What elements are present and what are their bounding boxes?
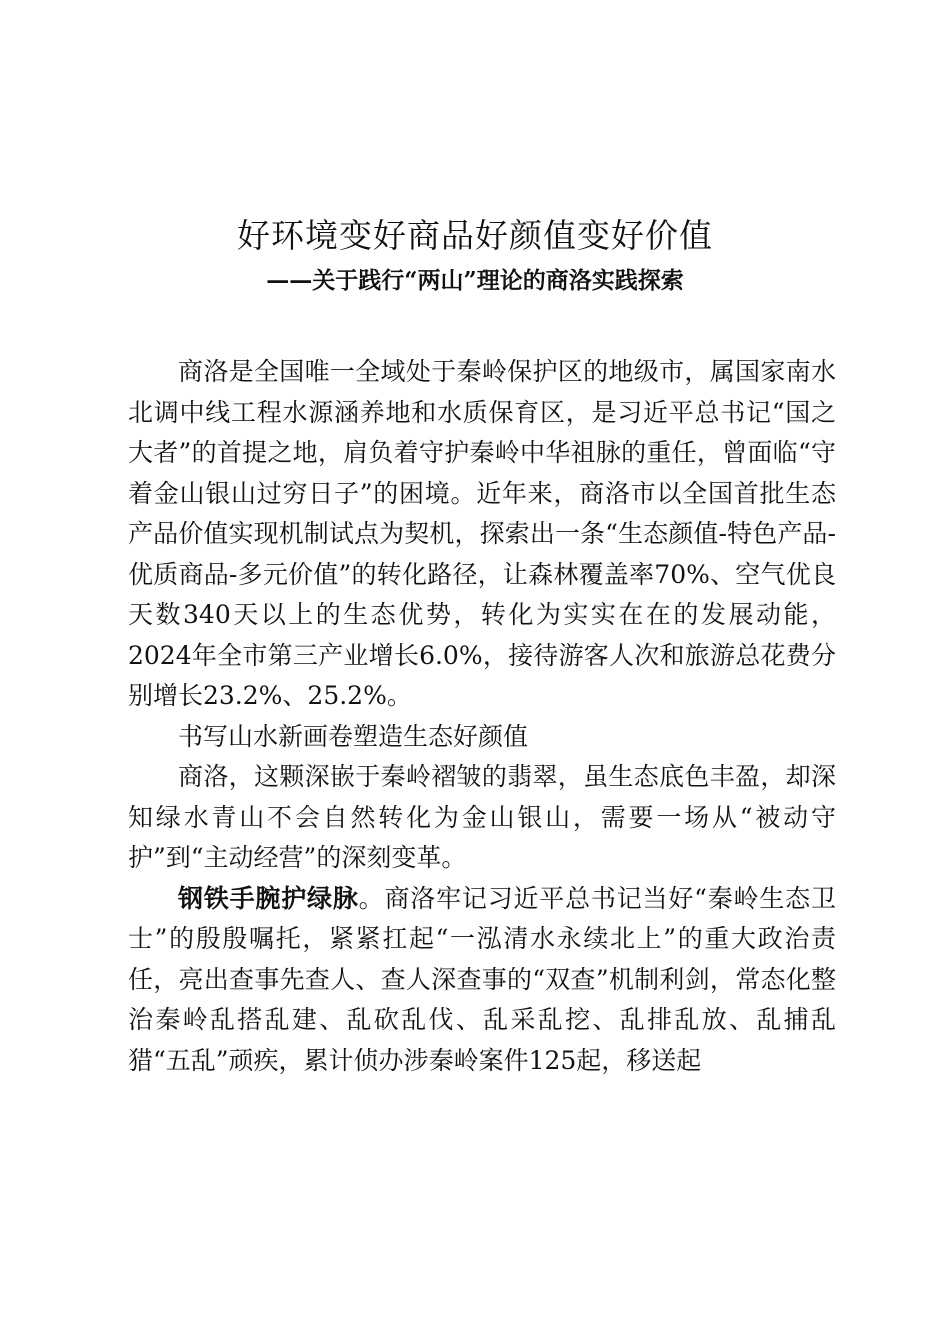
page-title: 好环境变好商品好颜值变好价值 bbox=[237, 216, 713, 255]
paragraph-section-intro: 商洛，这颗深嵌于秦岭褶皱的翡翠，虽生态底色丰盈，却深知绿水青山不会自然转化为金山银山，需要一场从“被动守护”到“主动经营”的深刻变革。 bbox=[128, 762, 836, 872]
paragraph-lead-bold: 钢铁手腕护绿脉 bbox=[178, 883, 359, 913]
page-subtitle: ——关于践行“两山”理论的商洛实践探索 bbox=[266, 267, 684, 294]
article-body bbox=[128, 352, 836, 1081]
paragraph-intro: 商洛是全国唯一全域处于秦岭保护区的地级市，属国家南水北调中线工程水源涵养地和水质保育区，是习近平总书记“国之大者”的首提之地，肩负着守护秦岭中华祖脉的重任，曾面临“守着金山银山过穷日子”的困境。近年来，商洛市以全国首批生态产品价值实现机制试点为契机，探索出一条“生态颜值-特色产品-优质商品-多元价值”的转化路径，让森林覆盖率70%、空气优良天数340天以上的生态优势，转化为实实在在的发展动能，2024年全市第三产业增长6.0%，接待游客人次和旅游总花费分别增长23.2%、25.2%。 bbox=[128, 357, 836, 710]
paragraph-body: 。商洛牢记习近平总书记当好“秦岭生态卫士”的殷殷嘱托，紧紧扛起“一泓清水永续北上”的重大政治责任，亮出查事先查人、查人深查事的“双查”机制利剑，常态化整治秦岭乱搭乱建、乱砍乱伐、乱采乱挖、乱排乱放、乱捕乱猎“五乱”顽疾，累计侦办涉秦岭案件125起，移送起 bbox=[128, 883, 836, 1075]
paragraph-green-protection bbox=[128, 879, 836, 1082]
section-heading: 书写山水新画卷塑造生态好颜值 bbox=[178, 721, 529, 751]
